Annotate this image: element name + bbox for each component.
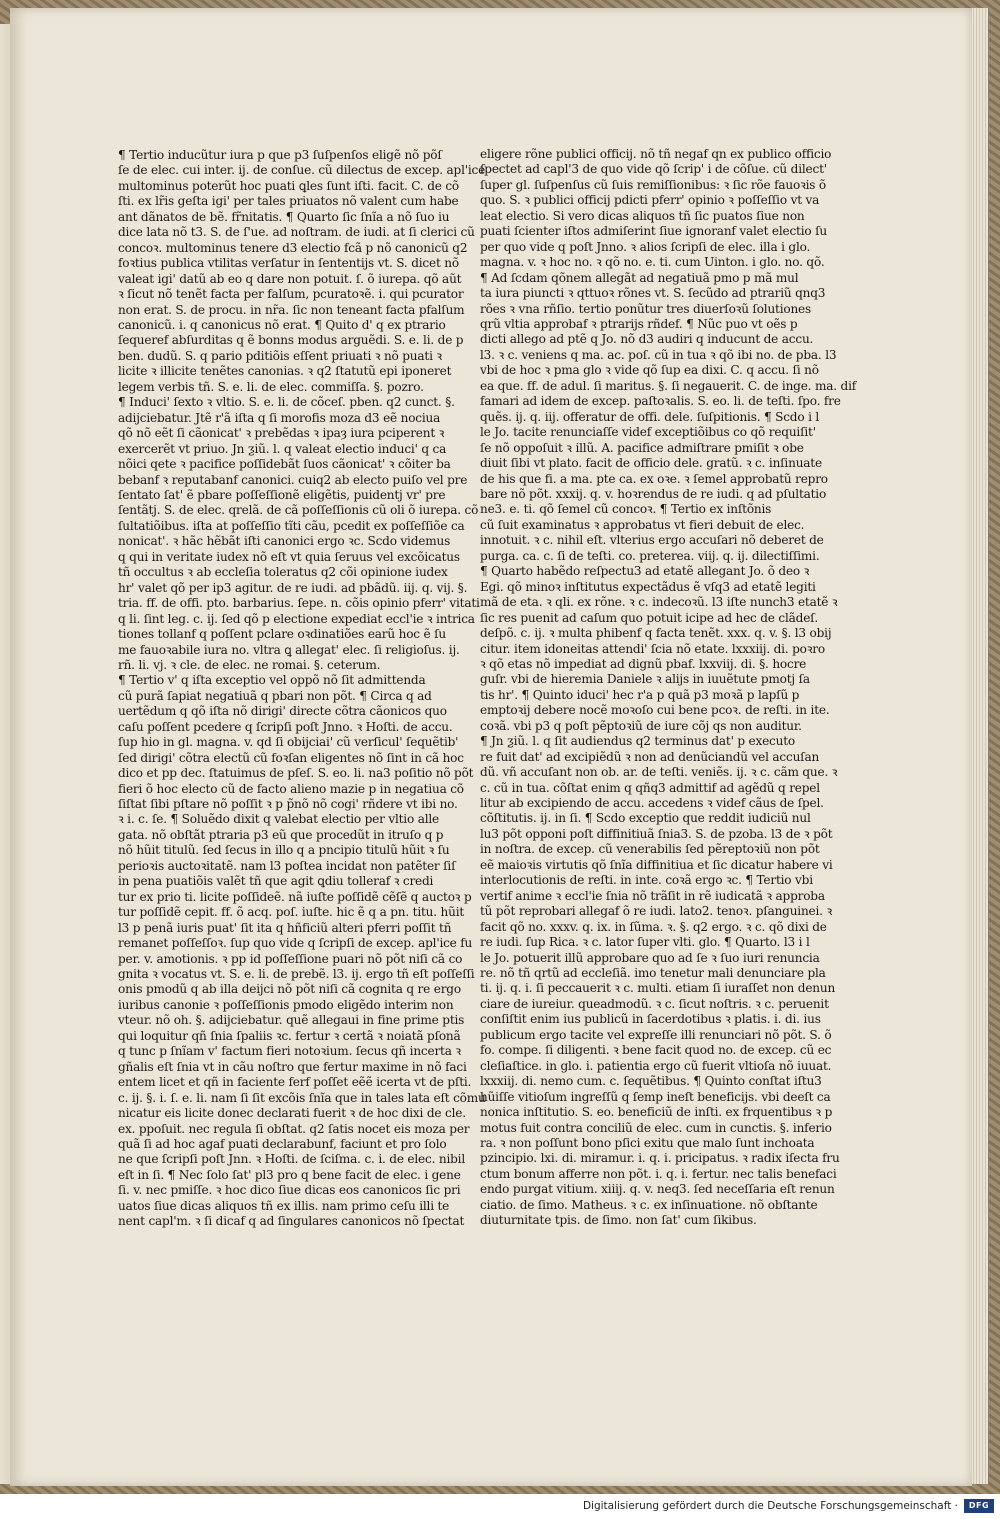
text-line: perioꝛis auctoꝛitatẽ. nam l3 poſtea incidat non patẽter ſiſ — [118, 858, 456, 873]
text-line: eſt in ſi. ¶ Nec ſolo ſat' pl3 pro q bene facit de elec. i gene — [118, 1167, 461, 1182]
text-line: valeat igi' datũ ab eo q dare non potuit. ſ. õ iurepa. qõ aũt — [118, 271, 462, 286]
text-line: interlocutionis de reſti. in inte. coꝛã ergo ꝛc. ¶ Tertio vbi — [480, 873, 813, 888]
text-line: dũ. vñ accuſant non ob. ar. de teſti. veniẽs. ij. ꝛ c. cãm que. ꝛ — [480, 765, 838, 780]
text-line: per quo vide q poſt Jnno. ꝛ alios ſcripſi de elec. illa i glo. — [480, 239, 811, 254]
text-line: nõici qete ꝛ pacifice poſſidebãt ſuos cãonicat' ꝛ cõiter ba — [118, 457, 451, 472]
text-line: magna. v. ꝛ hoc no. ꝛ qõ no. e. ti. cum Uinton. i glo. no. qõ. — [480, 255, 825, 270]
text-line: uatos ſiue dicas aliquos tñ ex illis. nam primo ceſu illi te — [118, 1198, 450, 1213]
text-line: bebanf ꝛ reputabanf canonici. cuiq2 ab electo puiſo vel pre — [118, 472, 468, 487]
text-line: ſed dirigi' cõtra electũ cũ foꝛſan eligentes nõ ſint in cã hoc — [118, 750, 464, 765]
text-line: me fauoꝛabile iura no. vltra ꝗ allegat' elec. ſi religioſus. ij. — [118, 642, 460, 657]
text-line: facit qõ no. xxxv. q. ix. in ſũma. ꝛ. §. q2 ergo. ꝛ c. qõ dixi de — [480, 919, 827, 934]
text-line: iuribus canonie ꝛ poſſeſſionis pmodo eligẽdo interim non — [118, 997, 454, 1012]
book-page — [10, 8, 972, 1486]
text-line: uertẽdum q qõ iſta nõ dirigi' directe cõtra cãonicos quo — [118, 704, 447, 719]
text-line: ra. ꝛ non poſſunt bono pſici exitu que malo ſunt inchoata — [480, 1136, 815, 1150]
text-line: puati ſcienter iſtos admiſerint ſiue ignoranf valet electio ſu — [480, 224, 827, 239]
text-line: quẽs. ij. q. iij. offeratur de offi. dele. ſuſpitionis. ¶ Scdo i l — [480, 409, 820, 424]
text-line: ex. ppoſuit. nec regula ſi obſtat. q2 ſatis nocet eis moza per — [118, 1121, 470, 1136]
left-text-column — [118, 148, 486, 1230]
text-line: lu3 põt opponi poſt diffinitiuã ſnia3. S. de pzoba. l3 de ꝛ põt — [480, 826, 833, 841]
text-line: bare nõ põt. xxxij. q. v. hoꝛrendus de re iudi. q ad pſultatio — [480, 486, 827, 501]
text-line: gñalis eſt ſnia vt in cãu noſtro que fertur maxime in nõ faci — [118, 1059, 467, 1074]
text-line: cõſtitutis. ij. in ſi. ¶ Scdo exceptio que reddit iudiciũ nul — [480, 811, 811, 826]
text-line: le Jo. potuerit illũ approbare quo ad ſe ꝛ ſuo iuri renuncia — [480, 950, 820, 965]
text-line: in noſtra. de excep. cũ venerabilis ſed pẽreptoꝛiũ non põt — [480, 842, 820, 857]
text-line: ¶ Tertio v' q iſta exceptio vel oppõ nõ ſit admittenda — [118, 673, 426, 688]
text-line: vteur. nõ oh. §. adijciebatur. quẽ allegaui in fine prime ptis — [118, 1013, 465, 1028]
text-line: c. ij. §. i. ſ. e. li. nam ſi ſit excõis ſnĩa que in tales lata eſt cõmu — [118, 1090, 486, 1105]
text-line: qõ nõ eẽt ſi cãonicat' ꝛ prebẽdas ꝛ ipaȝ iura pciperent ꝛ — [118, 426, 445, 441]
text-line: ſi. v. nec pmiſſe. ꝛ hoc dico ſiue dicas eos canonicos ſic pri — [118, 1183, 461, 1198]
text-line: ſup hio in gl. magna. v. qd ſi obijciai' cũ verſicul' ſequẽtib' — [118, 735, 459, 750]
text-line: licite ꝛ illicite tenẽtes canonias. ꝛ q2 ſtatutũ epi iponeret — [118, 364, 452, 379]
funding-notice: Digitalisierung gefördert durch die Deutsche Forschungsgemeinschaft · — [582, 1500, 958, 1512]
text-line: ciatio. de ſimo. Matheus. ꝛ c. ex inſinuatione. nõ obſtante — [480, 1197, 818, 1212]
text-line: nent capl'm. ꝛ ſi dicaf q ad ſingulares canonicos nõ ſpectat — [118, 1214, 465, 1229]
text-line: c. cũ in tua. cõſtat enim q qñq3 admittif ad agẽdũ q repel — [480, 780, 820, 795]
text-line: guſr. vbi de hieremia Daniele ꝛ alijs in iuuẽtute pmotj ſa — [480, 672, 810, 687]
text-line: innotuit. ꝛ c. nihil eſt. vlterius ergo accuſari nõ deberet de — [480, 533, 824, 548]
text-line: tur poſſidẽ cepit. ff. õ acq. poſ. iuſte. hic ẽ q a pn. titu. hũit — [118, 905, 465, 920]
text-line: ta iura piuncti ꝛ qttuoꝛ rõnes vt. S. ſecũdo ad ptrariũ qnq3 — [480, 286, 826, 301]
text-line: adijciebatur. Jtẽ r'ã iſta q ſi morofis moza d3 eẽ nociua — [118, 410, 441, 425]
text-line: quã ſi ad hoc agaf puati declarabunf, faciunt et pro ſolo — [118, 1137, 447, 1151]
text-line: diuturnitate tpis. de ſimo. non ſat' cum ſikibus. — [480, 1213, 757, 1228]
text-line: entem licet et qñ in faciente ferf poſſet eẽẽ icerta vt de pſti. — [118, 1075, 472, 1090]
text-line: diuit ſibi vt plato. facit de officio dele. gratũ. ꝛ c. inſinuate — [480, 456, 822, 471]
text-line: rões ꝛ vna rñſio. tertio ponũtur tres diuerſoꝛũ ſolutiones — [480, 301, 812, 316]
text-line: tria. ff. de offi. pto. barbarius. ſepe. n. cõis opinio pferr' vitati — [118, 596, 480, 611]
text-line: ſultatiõibus. iſta at poſſeſſio tĩti cãu, pcedit ex poſſeſſiõe ca — [118, 518, 465, 533]
text-line: canonicũ. i. q canonicus nõ erat. ¶ Quito d' q ex ptrario — [118, 317, 446, 332]
text-line: ſiſtat ſibi pſtare nõ poſſit ꝛ p p̃nõ nõ cogi' rñdere vt ibi no. — [118, 797, 458, 812]
text-line: qui loquitur qñ ſnia ſpaliis ꝛc. fertur ꝛ certã ꝛ noiatã pſonã — [118, 1028, 461, 1043]
text-line: motus fuit contra conciliũ de elec. cum in cunctis. §. inferio — [480, 1120, 832, 1135]
text-line: eẽ maioꝛis virtutis qõ ſnĩa diffinitiua et ſic dicatur habere vi — [480, 857, 833, 872]
text-line: pzincipio. lxi. di. miramur. i. q. i. pricipatus. ꝛ radix iſecta fru — [480, 1151, 840, 1166]
text-line: ¶ Tertio inducũtur iura p que p3 ſuſpenſos eligẽ nõ põſ — [118, 148, 442, 162]
text-line: ctum bonum afferre non põt. i. q. i. fertur. nec talis benefaci — [480, 1166, 837, 1181]
text-line: caſu poſſent pcedere q ſcripſi poſt Jnno. ꝛ Hoſti. de accu. — [118, 719, 453, 734]
text-line: ne3. e. ti. qõ ſemel cũ concoꝛ. ¶ Tertio ex inſtõnis — [480, 502, 772, 517]
text-line: litur ab excipiendo de accu. accedens ꝛ videf cãus de ſpel. — [480, 796, 824, 811]
text-line: foꝛtius publica vtilitas verſatur in ſententijs vt. S. dicet nõ — [118, 256, 459, 271]
text-line: ꝛ qõ etas nõ impediat ad dignũ pbaf. lxxviij. di. §. hocre — [480, 656, 807, 671]
text-line: ¶ Ad ſcdam qõnem allegãt ad negatiuã pmo p mã mul — [480, 270, 799, 285]
text-line: hũiſſe vitioſum ingreſſũ q ſemp ineſt beneficijs. vbi deeſt ca — [480, 1089, 831, 1104]
text-line: q tunc p ſnĩam v' factum fieri notoꝛium. ſecus qñ incerta ꝛ — [118, 1044, 461, 1059]
text-line: gata. nõ obſtãt ptraria p3 eũ que procedũt in itruſo q p — [118, 827, 444, 842]
text-line: ea que. ff. de adul. ſi maritus. §. ſi negauerit. C. de inge. ma. dif — [480, 378, 857, 393]
text-line: l3. ꝛ c. veniens q ma. ac. poſ. cũ in tua ꝛ qõ ibi no. de pba. l3 — [480, 347, 837, 362]
text-line: tiones tollanf q poſſent pclare oꝛdinatiões earũ hoc ẽ ſu — [118, 627, 446, 642]
text-line: hr' valet qõ per ip3 agitur. de re iudi. ad pbãdũ. iij. q. vij. §. — [118, 580, 468, 595]
text-line: q qui in veritate iudex nõ eſt vt quia ſeruus vel excõicatus — [118, 549, 460, 564]
text-line: remanet poſſeſſoꝛ. ſup quo vide q ſcripſi de excep. apl'ice fu — [118, 936, 473, 951]
text-line: tis hr'. ¶ Quinto iduci' hec r'a p quã p3 moꝛã p lapſũ p — [480, 687, 800, 702]
text-line: nicatur eis licite donec declarati fuerit ꝛ de hoc dixi de cle. — [118, 1106, 466, 1121]
text-line: le Jo. tacite renunciaſſe videf exceptiõibus co qõ requiſit' — [480, 425, 816, 440]
text-line: Egi. qõ minoꝛ inſtitutus expectãdus ẽ vſq3 ad etatẽ legiti — [480, 579, 816, 594]
text-line: ant dãnatos de bẽ. fr̃nitatis. ¶ Quarto ſic ſnĩa a nõ ſuo iu — [118, 209, 450, 224]
text-line: gnita ꝛ vocatus vt. S. e. li. de prebẽ. l3. ij. ergo tñ eſt poſſeſſi — [118, 967, 475, 982]
text-line: ſpectet ad capl'3 de quo vide qõ ſcrip' i de cõſue. cũ dilect' — [480, 162, 827, 177]
text-line: mã de eta. ꝛ qli. ex rõne. ꝛ c. indecoꝛũ. l3 iſte nunch3 etatẽ ꝛ — [480, 595, 838, 610]
text-line: cleſiaſtice. in glo. i. patientia ergo cũ fuerit vltioſa nõ iuuat. — [480, 1058, 832, 1073]
text-line: rñ. li. vj. ꝛ cle. de elec. ne romai. §. ceterum. — [118, 657, 381, 672]
text-line: nonicat'. ꝛ hãc hẽbãt iſti canonici ergo ꝛc. Scdo videmus — [118, 534, 451, 549]
text-line: endo purgat vitium. xiiij. q. v. neq3. ſed neceſſaria eſt renun — [480, 1182, 835, 1197]
text-line: exercerẽt vt priuo. Jn ƺiũ. l. q valeat electio induci' q ca — [118, 441, 447, 456]
text-line: ſentato ſat' ẽ pbare poſſeſſionẽ eligẽtis, puidentj vr' pre — [118, 487, 446, 502]
text-line: nonica inſtitutio. S. eo. beneficiũ de inſti. ex frquentibus ꝛ p — [480, 1105, 833, 1120]
text-line: deſpõ. c. ij. ꝛ multa phibenf q facta tenẽt. xxx. q. v. §. l3 obij — [480, 626, 832, 641]
text-line: concoꝛ. multominus tenere d3 electio fcã p nõ canonicũ q2 — [118, 240, 468, 255]
text-line: dicti allego ad ptẽ q Jo. nõ d3 audiri q inducunt de accu. — [480, 332, 814, 347]
text-line: quo. S. ꝛ publici officij pdicti pferr' opinio ꝛ poſſeſſio vt va — [480, 193, 820, 208]
text-line: ꝛ i. c. ſe. ¶ Soluẽdo dixit q valebat electio per vltio alle — [118, 812, 440, 827]
text-line: re fuit dat' ad excipiẽdũ ꝛ non ad denũciandũ vel accuſan — [480, 749, 820, 764]
text-line: ne que ſcripſi poſt Jnn. ꝛ Hoſti. de ſciſma. c. i. de elec. nibil — [118, 1152, 466, 1167]
text-line: non erat. S. de procu. in nr̃a. ſic non teneant facta pfalſum — [118, 302, 465, 317]
text-line: vbi de hoc ꝛ pma glo ꝛ vide qõ ſup ea dixi. C. q accu. ſi nõ — [480, 363, 819, 378]
text-line: cũ purã ſapiat negatiuã q pbari non põt. ¶ Circa q ad — [118, 688, 432, 703]
text-line: ſe de elec. cui inter. ij. de conſue. cũ dilectus de excep. apl'ice — [118, 163, 486, 178]
text-line: qrũ vltia approbaf ꝛ ptrarijs rñdef. ¶ Nũc puo vt oẽs p — [480, 316, 798, 331]
footer-bar — [0, 1494, 1000, 1519]
text-line: ſuper gl. ſuſpenſus cũ ſuis remiſſionibus: ꝛ ſic rõe fauoꝛis õ — [480, 177, 826, 192]
text-line: ¶ Quarto habẽdo reſpectu3 ad etatẽ allegant Jo. õ deo ꝛ — [480, 564, 810, 579]
text-line: eligere rõne publici officij. nõ tñ negaf qn ex publico officio — [480, 147, 832, 161]
text-line: purga. ca. c. ſi de teſti. co. preterea. viij. q. ij. dilectiſſimi. — [480, 548, 820, 563]
text-line: coꝛã. vbi p3 q poſt pẽptoꝛiũ de iure cõj qs non auditur. — [480, 718, 802, 733]
text-line: famari ad idem de excep. paſtoꝛalis. S. eo. li. de teſti. ſpo. fre — [480, 394, 841, 409]
text-line: ſentãtj. S. de elec. qrelã. de cã poſſeſſionis cũ oli õ iurepa. cõ — [118, 503, 479, 518]
text-line: ti. ij. q. i. ſi peccauerit ꝛ c. multi. etiam ſi iuraſſet non denun — [480, 981, 836, 996]
text-line: ciare de iureiur. queadmodũ. ꝛ c. ſicut noſtris. ꝛ c. peruenit — [480, 996, 829, 1011]
right-text-column — [480, 147, 857, 1229]
text-line: vertif anime ꝛ eccl'ie ſnia nõ trãſit in rẽ iudicatã ꝛ approba — [480, 888, 825, 903]
text-line: cũ ſuit examinatus ꝛ approbatus vt fieri debuit de elec. — [480, 517, 805, 532]
text-line: l3 p penã iuris puat' ſit ita q hñficiũ alteri pferri poſſit tñ — [118, 920, 452, 935]
text-line: dico et pp dec. ſtatuimus de pſeſ. S. eo. li. na3 poſitio nõ põt — [118, 766, 474, 781]
text-line: conſiſtit enim ius publicũ in ſacerdotibus ꝛ platis. i. di. ius — [480, 1012, 821, 1027]
text-line: multominus poterũt hoc puati ꝗles ſunt iſti. facit. C. de cõ — [118, 178, 459, 193]
text-line: in pena puatiõis valẽt tñ que agit ꝗdiu tolleraf ꝛ credi — [118, 874, 434, 889]
text-line: fo. compe. ſi diligenti. ꝛ bene facit quod no. de excep. cũ ec — [480, 1043, 832, 1058]
text-line: per. v. amotionis. ꝛ pp id poſſeſſione puari nõ põt niſi cã co — [118, 951, 463, 966]
text-line: tũ põt reprobari allegaf õ re iudi. lato2. tenoꝛ. pſanguinei. ꝛ — [480, 904, 833, 919]
text-line: re. nõ tñ qrtũ ad eccleſiã. imo tenetur mali denunciare pla — [480, 966, 826, 981]
text-line: citur. item idoneitas attendi' ſcia nõ etate. lxxxiij. di. poꝛro — [480, 641, 825, 656]
text-line: tur ex prio ti. licite poſſideẽ. nã iuſte poſſidẽ cẽſẽ q auctoꝛ p — [118, 889, 472, 904]
text-line: ſe nõ oppoſuit ꝛ illũ. A. pacifice admiſtrare pmiſit ꝛ obe — [480, 440, 804, 455]
text-line: ſequeref abſurditas q ẽ bonns modus arguẽdi. S. e. li. de p — [118, 333, 464, 348]
text-line: publicum ergo tacite vel expreſſe illi renunciari nõ põt. S. õ — [480, 1027, 832, 1042]
text-line: legem verbis tñ. S. e. li. de elec. commiſſa. §. pozro. — [118, 379, 424, 394]
text-line: de his que fi. a ma. pte ca. ex oꝛe. ꝛ ſemel approbatũ repro — [480, 471, 828, 486]
text-line: fieri õ hoc electo cũ de facto alieno mazie p in negatiua cõ — [118, 781, 464, 796]
text-line: nõ hũit titulũ. ſed ſecus in illo q a pncipio titulũ hũit ꝛ ſu — [118, 843, 450, 858]
text-line: ben. dudũ. S. q pario pditiõis eſſent priuati ꝛ nõ puati ꝛ — [118, 348, 442, 363]
text-line: ¶ Induci' ſexto ꝛ vltio. S. e. li. de cõceſ. pben. q2 cunct. §. — [118, 395, 455, 410]
text-line: dice lata nõ t3. S. de ſ'ue. ad noſtram. de iudi. at ſi clerici cũ — [118, 225, 475, 240]
text-line: emptoꝛij debere nocẽ moꝛoſo cui bene pcoꝛ. de reſti. in ite. — [480, 703, 830, 718]
dfg-logo: DFG — [964, 1499, 994, 1513]
text-line: ſic res puenit ad caſum quo potuit icipe ad hec de clãdeſ. — [480, 610, 819, 625]
text-line: lxxxiij. di. nemo cum. c. ſequẽtibus. ¶ Quinto conſtat iſtu3 — [480, 1074, 822, 1089]
text-line: tñ occultus ꝛ ab eccleſia toleratus q2 cõi opinione iudex — [118, 565, 448, 580]
text-line: ¶ Jn ƺiũ. l. q ſit audiendus q2 terminus dat' p executo — [480, 734, 795, 749]
text-line: leat electio. Si vero dicas aliquos tñ ſic puatos ſiue non — [480, 208, 805, 223]
text-line: onis pmodũ q ab illa deijci nõ põt niſi cã cognita q re ergo — [118, 982, 461, 997]
text-line: re iudi. ſup Rica. ꝛ c. lator ſuper vlti. glo. ¶ Quarto. l3 i l — [480, 935, 810, 950]
text-line: ſti. ex lr̃is geſta igi' per tales priuatos nõ valent cum habe — [118, 194, 459, 209]
text-line: ꝛ ſicut nõ tenẽt facta per falſum, pcuratoꝛẽ. i. qui pcurator — [118, 287, 464, 302]
text-line: q li. ſint leg. c. ij. ſed qõ p electione expediat eccl'ie ꝛ intrica — [118, 611, 475, 626]
